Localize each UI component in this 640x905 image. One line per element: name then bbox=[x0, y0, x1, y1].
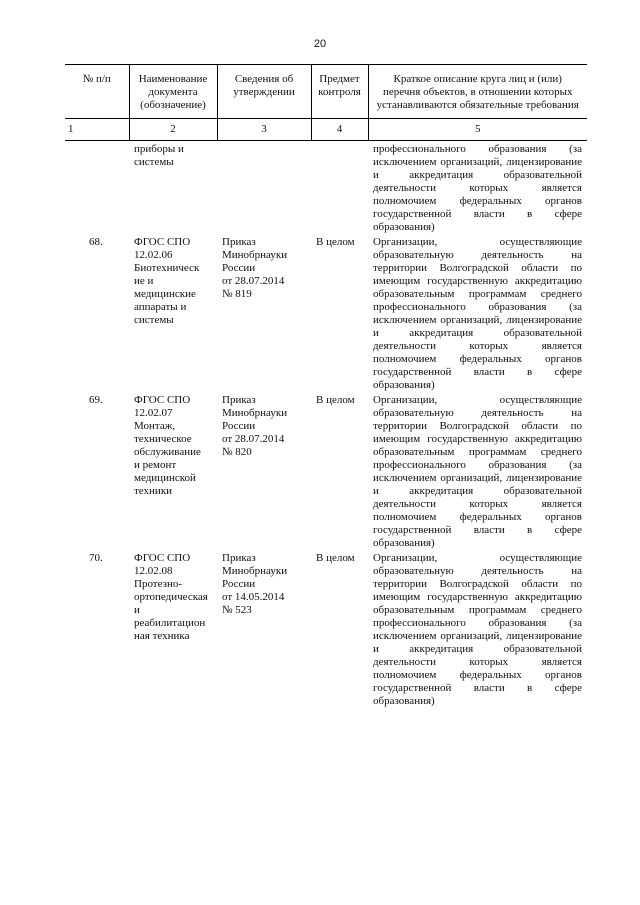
approval-line: Минобрнауки bbox=[222, 249, 288, 261]
description-cell: Организации, осуществляющие образовательную деятельность на территории Волгоградской области по имеющим государственную аккредитацию образовательным программам среднего профессионального образования (за исключением организаций, лицензирование и аккредитация образовательной деятельности которых является полномочием федеральных органов государственной власти в сфере образования) bbox=[373, 394, 582, 549]
document-name-line: ие и bbox=[134, 275, 154, 287]
approval-line: России bbox=[222, 578, 256, 590]
column-number: 5 bbox=[368, 119, 587, 141]
document-name-line: техники bbox=[134, 485, 173, 497]
row-number: 70. bbox=[89, 552, 103, 564]
document-name-line: техническое bbox=[134, 433, 192, 445]
row-number-cell bbox=[65, 141, 129, 235]
document-name-line: ФГОС СПО bbox=[134, 236, 191, 248]
approval-line: от 14.05.2014 bbox=[222, 591, 285, 603]
document-name-line: ортопедическая bbox=[134, 591, 208, 603]
approval-line: России bbox=[222, 262, 256, 274]
approval-line: Минобрнауки bbox=[222, 565, 288, 577]
document-name-line: 12.02.07 bbox=[134, 407, 173, 419]
approval-line: Минобрнауки bbox=[222, 407, 288, 419]
header-row bbox=[65, 65, 587, 119]
document-name-line: медицинской bbox=[134, 472, 196, 484]
column-numbers-row bbox=[65, 119, 587, 141]
table-row bbox=[65, 392, 587, 550]
header-number: № п/п bbox=[65, 65, 129, 119]
document-name-line: и bbox=[134, 604, 140, 616]
approval-line: Приказ bbox=[222, 394, 256, 406]
table-row bbox=[65, 550, 587, 708]
subject-cell bbox=[311, 141, 368, 235]
approval-cell bbox=[217, 550, 311, 708]
document-name-line: 12.02.08 bbox=[134, 565, 173, 577]
subject-cell: В целом bbox=[316, 394, 355, 406]
document-name-line: обслуживание bbox=[134, 446, 201, 458]
approval-line: № 819 bbox=[222, 288, 252, 300]
document-name-line: реабилитацион bbox=[134, 617, 206, 629]
description-cell: Организации, осуществляющие образовательную деятельность на территории Волгоградской области по имеющим государственную аккредитацию образовательным программам среднего профессионального образования (за исключением организаций, лицензирование и аккредитация образовательной деятельности которых является полномочием федеральных органов государственной власти в сфере образования) bbox=[373, 236, 582, 391]
document-name-line: 12.02.06 bbox=[134, 249, 173, 261]
column-number: 3 bbox=[217, 119, 311, 141]
document-name-cell bbox=[129, 141, 217, 235]
document-name-line: медицинские bbox=[134, 288, 196, 300]
document-name-line: ная техника bbox=[134, 630, 190, 642]
approval-line: России bbox=[222, 420, 256, 432]
document-name-line: и ремонт bbox=[134, 459, 177, 471]
row-number: 68. bbox=[89, 236, 103, 248]
header-document-name: Наименование документа (обозначение) bbox=[129, 65, 217, 119]
approval-line: Приказ bbox=[222, 552, 256, 564]
header-approval-info: Сведения об утверждении bbox=[217, 65, 311, 119]
approval-line: от 28.07.2014 bbox=[222, 433, 285, 445]
table-row-continuation bbox=[65, 141, 587, 235]
document-name-cell bbox=[129, 550, 217, 708]
header-description: Краткое описание круга лиц и (или) перечня объектов, в отношении которых устанавливаются обязательные требования bbox=[368, 65, 587, 119]
table-row bbox=[65, 234, 587, 392]
document-name-line: Биотехническ bbox=[134, 262, 200, 274]
document-name-line: системы bbox=[134, 314, 174, 326]
column-number: 1 bbox=[65, 119, 129, 141]
row-number: 69. bbox=[89, 394, 103, 406]
page-number: 20 bbox=[313, 38, 327, 50]
document-name-line: аппараты и bbox=[134, 301, 187, 313]
approval-cell bbox=[217, 392, 311, 550]
document-name-cell bbox=[129, 234, 217, 392]
document-name-line: приборы и bbox=[134, 143, 184, 155]
approval-line: № 523 bbox=[222, 604, 252, 616]
description-cell: Организации, осуществляющие образовательную деятельность на территории Волгоградской области по имеющим государственную аккредитацию образовательным программам среднего профессионального образования (за исключением организаций, лицензирование и аккредитация образовательной деятельности которых является полномочием федеральных органов государственной власти в сфере образования) bbox=[373, 552, 582, 707]
approval-line: от 28.07.2014 bbox=[222, 275, 285, 287]
document-name-cell bbox=[129, 392, 217, 550]
document-name-line: ФГОС СПО bbox=[134, 552, 191, 564]
header-control-subject: Предмет контроля bbox=[311, 65, 368, 119]
approval-line: Приказ bbox=[222, 236, 256, 248]
approval-cell bbox=[217, 141, 311, 235]
column-number: 4 bbox=[311, 119, 368, 141]
document-name-line: Протезно- bbox=[134, 578, 183, 590]
document-name-line: ФГОС СПО bbox=[134, 394, 191, 406]
requirements-table bbox=[65, 64, 587, 708]
approval-cell bbox=[217, 234, 311, 392]
approval-line: № 820 bbox=[222, 446, 252, 458]
subject-cell: В целом bbox=[316, 236, 355, 248]
document-name-line: системы bbox=[134, 156, 174, 168]
subject-cell: В целом bbox=[316, 552, 355, 564]
description-cell: профессионального образования (за исключением организаций, лицензирование и аккредитация образовательной деятельности которых является полномочием федеральных органов государственной власти в сфере образования) bbox=[373, 143, 582, 233]
column-number: 2 bbox=[129, 119, 217, 141]
document-name-line: Монтаж, bbox=[134, 420, 176, 432]
